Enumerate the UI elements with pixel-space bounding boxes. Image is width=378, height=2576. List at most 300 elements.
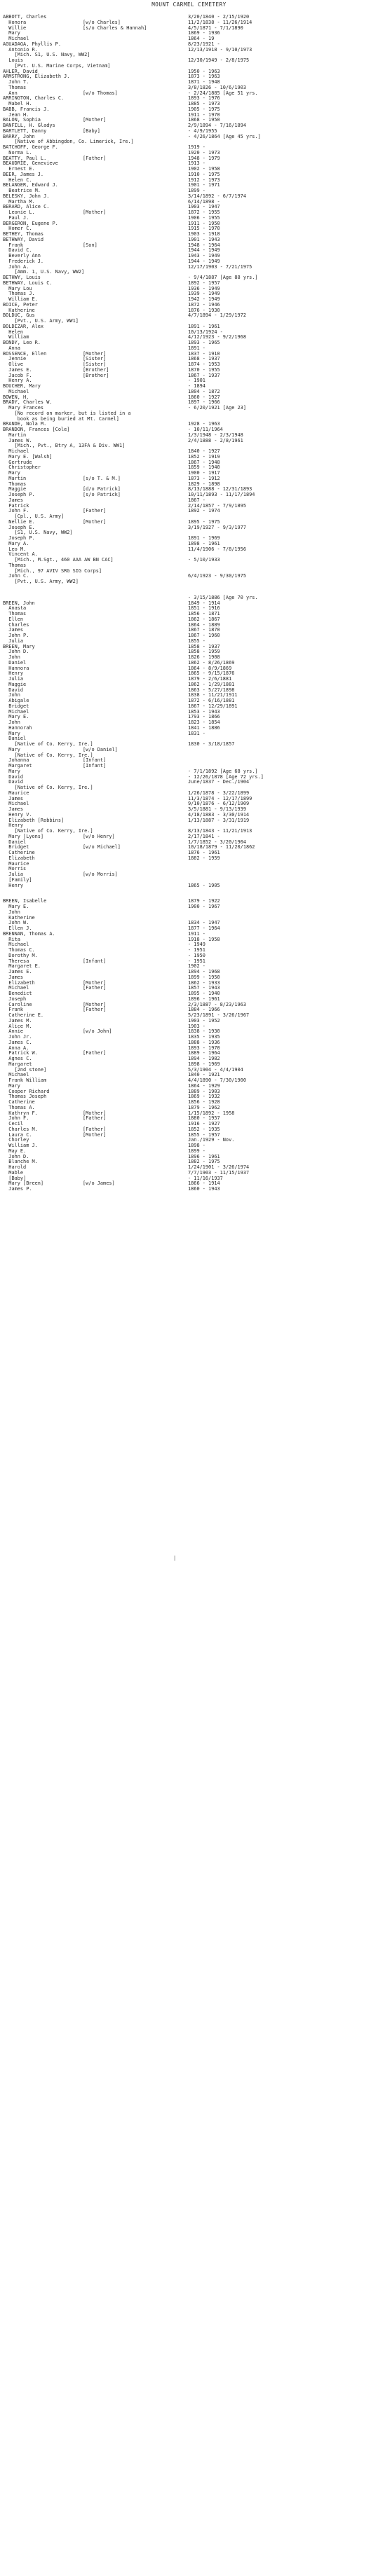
entry-name: Michael: [3, 985, 29, 991]
entry-name: James: [3, 974, 24, 980]
entry-dates: 1893 - 1970: [188, 1045, 220, 1051]
entry-dates: 1851 - 1916: [188, 605, 220, 612]
entry-dates: 1853 - 1943: [188, 708, 220, 715]
entry-name: [Native of Abbingdon, Co. Limerick, Ire.]: [3, 139, 134, 145]
entry-dates: 1870 - 1955: [188, 366, 220, 373]
entry-dates: 1895 - 1975: [188, 518, 220, 525]
entry-name: [Amm. 1, U.S. Navy, WW2]: [3, 269, 85, 275]
entry-dates: 4/7/1894 - 1/29/1972: [188, 312, 246, 319]
entry-name: Daniel: [3, 659, 27, 666]
burial-entry: [0, 883, 378, 889]
entry-dates: 1864 - 1929: [188, 1082, 220, 1089]
entry-dates: 1894 - 1968: [188, 969, 220, 974]
entry-dates: 1840 - 1921: [188, 1072, 220, 1078]
entry-dates: 12/17/1903 - 7/21/1975: [188, 263, 252, 270]
entry-name: John F.: [3, 1115, 29, 1122]
entry-dates: 1872 - 6/16/1881: [188, 698, 235, 703]
entry-dates: 1834 - 1947: [188, 920, 220, 926]
entry-dates: 4/5/1871 - 7/1/1890: [188, 25, 243, 31]
entry-dates: 1838 - 1930: [188, 1028, 220, 1035]
entry-name: BREEN, Mary: [3, 643, 35, 649]
entry-dates: 1857 - 1943: [188, 985, 220, 991]
entry-name: Christopher: [3, 464, 41, 471]
entry-name: BOUCHER, Mary: [3, 383, 41, 389]
entry-dates: - 10/11/1964: [188, 427, 223, 432]
entry-name: Michael: [3, 708, 29, 715]
entry-name: Thomas: [3, 562, 27, 568]
entry-dates: 1903 - 1947: [188, 204, 220, 210]
entry-dates: 1855 -: [188, 638, 205, 644]
entry-name: Jacob F.: [3, 372, 32, 378]
entry-name: Jennie: [3, 356, 27, 362]
entry-dates: 1884 - 1966: [188, 1007, 220, 1013]
entry-name: BELANGER, Edward J.: [3, 182, 58, 188]
entry-name: Margaret E.: [3, 963, 41, 970]
entry-name: Bridget: [3, 844, 29, 850]
entry-name: BEAUDRIE, Genevieve: [3, 160, 58, 167]
entry-name: BETHWAY, David: [3, 236, 44, 242]
entry-dates: 1891 - 1961: [188, 323, 220, 329]
entry-name: Homer C.: [3, 226, 32, 232]
entry-note: [d/o Patrick]: [83, 486, 121, 493]
entry-name: Louis: [3, 57, 24, 63]
entry-name: Alice M.: [3, 1023, 32, 1029]
entry-name: John F.: [3, 508, 29, 514]
entry-dates: 1889 - 1964: [188, 1050, 220, 1056]
entry-name: BOSSENCE, Ellen: [3, 350, 47, 357]
entry-name: James M.: [3, 1017, 32, 1024]
entry-name: Elizabeth [Robbins]: [3, 817, 65, 823]
entry-name: Katherine: [3, 914, 35, 921]
entry-dates: 8/23/1921 -: [188, 41, 220, 47]
entry-dates: 1897 - 1966: [188, 399, 220, 406]
entry-dates: 3/19/1927 - 9/3/1977: [188, 524, 246, 530]
entry-name: BOLDIZAR, Alex: [3, 323, 44, 329]
entry-name: [Cpl., U.S. Army]: [3, 514, 65, 519]
entry-note: [w/o Michael]: [83, 844, 121, 850]
entry-name: [Baby]: [3, 1175, 27, 1181]
entry-name: Catherine: [3, 1099, 35, 1105]
entry-name: [Mich., Pvt., Btry A, 13FA & Div. WW1]: [3, 443, 126, 449]
entry-dates: 1903 -: [188, 1023, 205, 1029]
entry-dates: 1862 - 8/26/1869: [188, 659, 235, 666]
entry-note: [Mother]: [83, 1131, 107, 1138]
entry-dates: 1860 - 1943: [188, 1186, 220, 1192]
entry-dates: - 1951: [188, 947, 205, 953]
entry-name: [Native of Co. Kerry, Ire.]: [3, 741, 93, 747]
burial-entry: [0, 579, 378, 585]
entry-dates: 1855 - 1957: [188, 1131, 220, 1138]
entry-dates: 1874 - 1953: [188, 361, 220, 367]
entry-name: Martha M.: [3, 198, 35, 205]
entry-name: Dorothy M.: [3, 952, 38, 958]
entry-dates: 2/4/1888 - 2/8/1961: [188, 437, 243, 443]
entry-dates: 1877 - 1964: [188, 925, 220, 931]
entry-note: [Brother]: [83, 366, 109, 373]
entry-dates: 10/18/1879 - 11/20/1862: [188, 844, 255, 850]
burial-entry: [0, 904, 378, 910]
entry-name: James W.: [3, 437, 32, 443]
entry-name: John A.: [3, 263, 29, 270]
entry-name: BRADY, Charles W.: [3, 399, 53, 406]
entry-name: Helen C.: [3, 177, 32, 183]
entry-name: Mabel H.: [3, 101, 32, 106]
entry-dates: 1879 - 2/6/1881: [188, 676, 232, 682]
burial-entry: [0, 1187, 378, 1192]
entry-name: David: [3, 779, 24, 785]
entry-dates: 1831 -: [188, 730, 205, 736]
entry-name: John Jr.: [3, 1034, 32, 1040]
entry-name: John W.: [3, 920, 29, 926]
entry-name: [Native of Co. Kerry, Ire.]: [3, 828, 93, 834]
entry-name: Maggie: [3, 681, 27, 687]
entry-dates: 1882 - 1959: [188, 855, 220, 861]
entry-name: Joseph: [3, 996, 27, 1002]
entry-name: [2nd stone]: [3, 1066, 47, 1073]
entry-dates: 4/18/1883 - 3/30/1914: [188, 811, 250, 818]
entry-dates: 2/14/1857 - 7/9/1895: [188, 502, 246, 509]
entry-name: Beverly Ann: [3, 253, 41, 259]
entry-dates: 10/11/1893 - 11/17/1894: [188, 492, 255, 497]
entry-name: Ellen J.: [3, 925, 32, 931]
entry-dates: 1919 -: [188, 144, 205, 150]
entry-dates: 1916 - 1927: [188, 1121, 220, 1127]
entry-dates: 1/24/1901 - 3/26/1974: [188, 1164, 250, 1170]
entry-dates: 1895 - 1940: [188, 991, 220, 996]
entry-name: Mary E. [Walsh]: [3, 453, 53, 460]
entry-name: Daniel: [3, 839, 27, 845]
burial-entry: [0, 818, 378, 824]
entry-dates: 1899 - 1950: [188, 974, 220, 980]
entry-name: Patrick: [3, 502, 29, 509]
entry-dates: 1902 -: [188, 963, 205, 970]
entry-dates: - 4/26/1864 [Age 45 yrs.]: [188, 133, 261, 139]
burial-entry: [0, 753, 378, 759]
entry-dates: 1830 - 3/18/1857: [188, 741, 235, 747]
entry-dates: 11/2/1838 - 11/26/1914: [188, 19, 252, 25]
entry-dates: 1876 - 1930: [188, 307, 220, 313]
entry-name: BETHEY, Thomas: [3, 231, 44, 237]
entry-dates: 1/7/1852 - 3/20/1904: [188, 839, 246, 845]
entry-name: BRENNAN, Thomas A.: [3, 930, 55, 937]
entry-dates: - 1951: [188, 958, 205, 964]
entry-dates: 1873 - 1912: [188, 475, 220, 481]
entry-dates: 8/13/1843 - 11/21/1913: [188, 828, 252, 834]
entry-dates: 1903 - 1952: [188, 1017, 220, 1024]
entry-name: Mary: [3, 1082, 20, 1089]
entry-name: Chorley: [3, 1137, 29, 1143]
entry-dates: 1911 - 1970: [188, 111, 220, 118]
entry-name: James: [3, 806, 24, 812]
entry-name: Beatrice M.: [3, 188, 41, 193]
entry-name: Olive: [3, 361, 24, 367]
entry-dates: 1862 - 1/29/1881: [188, 681, 235, 687]
entry-dates: 1910 - 1975: [188, 171, 220, 177]
entry-name: AHLER, David: [3, 68, 38, 74]
entry-dates: 1913 -: [188, 160, 205, 167]
entry-name: Maurice: [3, 860, 29, 867]
entry-note: [w/o Daniel]: [83, 746, 118, 752]
entry-name: ARRINGTON, Charles C.: [3, 95, 65, 102]
entry-name: William: [3, 334, 29, 340]
entry-name: Nellie E.: [3, 518, 35, 525]
entry-dates: 1879 - 1962: [188, 1104, 220, 1110]
burial-entry: [0, 867, 378, 872]
entry-name: BREEN, John: [3, 600, 35, 606]
entry-name: Catherine: [3, 850, 35, 855]
entry-name: Johanna: [3, 757, 29, 764]
entry-note: [Father]: [83, 1007, 107, 1013]
entry-dates: 1912 - 1973: [188, 177, 220, 183]
entry-note: [w/o Charles]: [83, 19, 121, 25]
entry-name: BETHWAY, Louis C.: [3, 280, 53, 286]
entry-dates: 1859 - 1940: [188, 464, 220, 471]
entry-name: Frank: [3, 1007, 24, 1013]
entry-name: BRANDON, Frances [Cole]: [3, 427, 70, 432]
entry-name: James C.: [3, 1039, 32, 1045]
entry-dates: 1793 - 1866: [188, 714, 220, 720]
entry-dates: 1918 - 1958: [188, 936, 220, 942]
entry-dates: 1903 - 1918: [188, 231, 220, 237]
entry-name: Willie: [3, 25, 27, 31]
entry-note: [Mother]: [83, 1110, 107, 1116]
entry-name: Michael: [3, 36, 29, 41]
entry-name: Cooper Richard: [3, 1088, 50, 1094]
entry-name: John: [3, 719, 20, 725]
entry-dates: 2/17/1841 -: [188, 833, 220, 839]
entry-name: John: [3, 654, 20, 660]
entry-name: Thomas: [3, 611, 27, 617]
entry-dates: 1837 - 1910: [188, 350, 220, 357]
entry-dates: 1900 - 1967: [188, 904, 220, 909]
entry-dates: 1905 - 1975: [188, 106, 220, 112]
entry-name: Joseph P.: [3, 492, 35, 497]
entry-name: Mary E.: [3, 904, 29, 909]
burial-entry: [0, 547, 378, 553]
entry-name: Martin: [3, 432, 27, 438]
entry-dates: 1864 - 19: [188, 36, 215, 41]
entry-dates: 1898 -: [188, 1143, 205, 1148]
burial-entry: [0, 758, 378, 764]
entry-name: BREEN, Isabelle: [3, 898, 47, 904]
entry-dates: - 1894: [188, 383, 205, 389]
entry-dates: 6/14/1898 -: [188, 198, 220, 205]
entry-name: Frank William: [3, 1077, 47, 1083]
entry-name: Laura C.: [3, 1131, 32, 1138]
burial-entry: [0, 558, 378, 563]
entry-name: David C.: [3, 247, 32, 254]
entry-dates: 2/9/1894 - 7/16/1894: [188, 123, 246, 128]
entry-name: ABBOTT, Charles: [3, 14, 47, 20]
entry-note: [Sister]: [83, 356, 107, 362]
entry-dates: - 5/10/1933: [188, 557, 220, 563]
entry-dates: 10/13/1924 -: [188, 329, 223, 335]
entry-name: Thomas Joseph: [3, 1094, 47, 1100]
entry-dates: 1882 - 1975: [188, 1159, 220, 1165]
entry-dates: 4/12/1923 - 9/2/1968: [188, 334, 246, 340]
entry-name: John D.: [3, 1153, 29, 1159]
entry-dates: 1868 - 1950: [188, 117, 220, 123]
entry-note: [s/o Patrick]: [83, 492, 121, 497]
entry-dates: 8/13/1888 - 12/31/1893: [188, 486, 252, 493]
entry-dates: June/1837 - Dec./1904: [188, 779, 250, 785]
entry-name: BELESKY, John J.: [3, 193, 50, 199]
entry-name: Leo M.: [3, 546, 27, 552]
entry-dates: 1867 - 1960: [188, 633, 220, 638]
entry-name: Mary: [3, 746, 20, 752]
entry-name: Thomas: [3, 481, 27, 487]
entry-dates: 1823 - 1854: [188, 719, 220, 725]
burial-entry: [0, 862, 378, 867]
entry-name: Thomas: [3, 84, 27, 90]
entry-dates: 1872 - 1955: [188, 209, 220, 215]
entry-name: Antonio R.: [3, 46, 38, 53]
entry-name: Anna: [3, 345, 20, 351]
entry-name: Benedict: [3, 991, 32, 996]
entry-dates: - 1950: [188, 952, 205, 958]
entry-name: BEER, James J.: [3, 171, 44, 177]
entry-name: Henry: [3, 670, 24, 677]
entry-dates: 12/30/1949 - 2/8/1975: [188, 57, 250, 63]
entry-name: BOWEN, H.: [3, 394, 29, 400]
entry-name: Julia: [3, 638, 24, 644]
entry-dates: 1867 - 1937: [188, 372, 220, 378]
entry-name: Michael: [3, 801, 29, 807]
entry-name: Mary [Lyons]: [3, 833, 44, 839]
entry-name: AGUADAGA, Phyllis P.: [3, 41, 61, 47]
entry-name: John C.: [3, 573, 29, 579]
entry-name: Thomas A.: [3, 1104, 35, 1110]
entry-dates: 1871 - 1948: [188, 79, 220, 85]
entry-name: Caroline: [3, 1001, 32, 1007]
entry-name: Michael: [3, 448, 29, 454]
burial-entry: [0, 872, 378, 878]
entry-name: Gertrude: [3, 459, 32, 465]
entry-dates: 1/13/1887 - 3/31/1919: [188, 817, 250, 823]
entry-name: James E.: [3, 366, 32, 373]
entry-dates: 1891 -: [188, 345, 205, 351]
entry-name: Anasta: [3, 605, 27, 612]
entry-name: ARMSTRONG, Elizabeth J.: [3, 74, 70, 80]
entry-dates: 1898 - 1961: [188, 540, 220, 546]
entry-name: BABB, Francis J.: [3, 106, 50, 112]
entry-dates: 1906 - 1955: [188, 214, 220, 221]
entry-name: Honora: [3, 19, 27, 25]
burial-list: [0, 15, 378, 1192]
entry-note: [Mother]: [83, 117, 107, 123]
entry-name: Frank: [3, 242, 24, 248]
entry-name: BONDY, Leo R.: [3, 340, 41, 345]
section-gap: [0, 585, 378, 595]
entry-dates: - 6/20/1921 [Age 23]: [188, 405, 246, 411]
entry-dates: Jan./1929 - Nov.: [188, 1137, 235, 1143]
entry-dates: 1944 - 1949: [188, 247, 220, 254]
entry-name: BOICE, Peter: [3, 301, 38, 308]
entry-name: Mary Frances: [3, 405, 44, 411]
entry-name: Henry V.: [3, 811, 32, 818]
entry-name: James: [3, 795, 24, 801]
entry-note: [Father]: [83, 155, 107, 161]
entry-name: James E.: [3, 969, 32, 974]
entry-dates: - 11/16/1937: [188, 1175, 223, 1181]
entry-note: [Mother]: [83, 979, 107, 986]
entry-name: [Native of Co. Kerry, Ire.]: [3, 785, 93, 790]
entry-dates: 1893 - 1965: [188, 340, 220, 345]
entry-name: Mary [Breen]: [3, 1180, 44, 1187]
entry-name: BARTLETT, Danny: [3, 128, 47, 134]
entry-name: Joseph P.: [3, 535, 35, 541]
entry-dates: 1892 - 1974: [188, 508, 220, 514]
entry-dates: 1879 - 1922: [188, 898, 220, 904]
entry-dates: 1896 - 1961: [188, 1153, 220, 1159]
entry-dates: 1911 - 1950: [188, 220, 220, 226]
entry-dates: 1885 - 1973: [188, 101, 220, 106]
entry-name: John D.: [3, 649, 29, 655]
entry-name: BATCHOFF, George F.: [3, 144, 58, 150]
entry-name: Blanche M.: [3, 1159, 38, 1165]
entry-dates: 1838 - 11/21/1911: [188, 692, 238, 698]
entry-dates: 1/15/1892 - 1958: [188, 1110, 235, 1116]
entry-name: book as being buried at Mt. Carmel]: [3, 415, 119, 422]
entry-note: [Son]: [83, 242, 97, 248]
entry-note: [s/o Charles & Hannah]: [83, 25, 147, 31]
entry-dates: 1891 - 1969: [188, 535, 220, 541]
entry-name: Michael: [3, 1072, 29, 1078]
entry-name: [Mich. S1, U.S. Navy, WW2]: [3, 52, 90, 58]
entry-dates: 1867 - 1948: [188, 459, 220, 465]
entry-name: James: [3, 497, 24, 503]
entry-note: [Father]: [83, 1115, 107, 1122]
entry-name: BRANDE, Nola M.: [3, 421, 47, 427]
entry-dates: 1872 - 1946: [188, 301, 220, 308]
entry-dates: 1901 - 1971: [188, 182, 220, 188]
entry-name: David: [3, 687, 24, 693]
entry-name: Hannora: [3, 665, 29, 671]
entry-dates: 1880 - 1957: [188, 1115, 220, 1122]
entry-name: Maggie: [3, 486, 27, 493]
entry-note: [Mother]: [83, 350, 107, 357]
entry-name: Elizabeth: [3, 979, 35, 986]
entry-dates: 3/8/1826 - 10/6/1903: [188, 84, 246, 90]
entry-dates: 1898 - 1969: [188, 1061, 220, 1067]
entry-dates: 1867 -: [188, 497, 205, 503]
entry-dates: 1852 - 1919: [188, 453, 220, 460]
entry-dates: 11/4/1906 - 7/8/1956: [188, 546, 246, 552]
entry-dates: 11/3/1874 - 12/17/1899: [188, 795, 252, 801]
entry-name: Ernest E.: [3, 166, 35, 172]
entry-dates: 1858 - 1937: [188, 643, 220, 649]
entry-name: Abigale: [3, 698, 29, 703]
entry-note: [Father]: [83, 1050, 107, 1056]
entry-name: Annie: [3, 1028, 24, 1035]
entry-name: Norma L.: [3, 149, 32, 156]
entry-dates: 1864 - 8/9/1869: [188, 665, 232, 671]
entry-name: Charles M.: [3, 1126, 38, 1132]
entry-name: Agnes C.: [3, 1056, 32, 1061]
entry-note: [w/o Henry]: [83, 833, 115, 839]
entry-note: [Infant]: [83, 958, 107, 964]
entry-name: [Mich., 97 AVIV SRG SIG Corps]: [3, 567, 102, 574]
entry-dates: 1939 - 1949: [188, 291, 220, 297]
entry-dates: 3/20/1840 - 2/15/1920: [188, 14, 250, 20]
entry-name: Michael: [3, 388, 29, 394]
entry-dates: 1865 - 1905: [188, 882, 220, 888]
entry-name: Catherine E.: [3, 1012, 44, 1018]
entry-dates: 1876 - 1961: [188, 850, 220, 855]
entry-name: William E.: [3, 296, 38, 302]
entry-name: Daniel: [3, 736, 27, 742]
entry-name: [S1, U.S. Navy, WW2]: [3, 530, 73, 536]
